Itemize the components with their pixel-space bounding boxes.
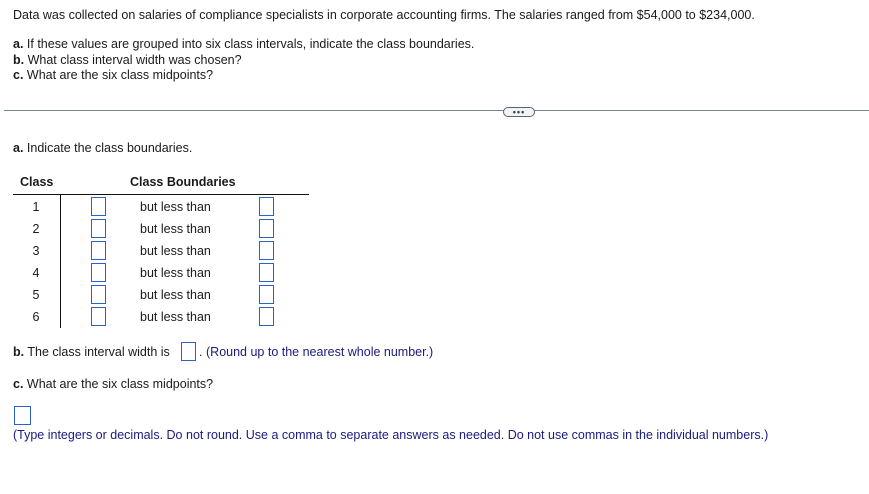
ellipsis-icon: ••• [512, 107, 526, 117]
problem-part-c [13, 68, 213, 82]
part-label: b. [13, 53, 25, 67]
lower-boundary-input[interactable] [91, 219, 106, 238]
part-text: What are the six class midpoints? [23, 377, 214, 391]
table-column-rule [60, 195, 61, 328]
expand-more-button[interactable] [503, 107, 535, 117]
lower-boundary-input[interactable] [91, 285, 106, 304]
connector-text: but less than [140, 310, 211, 324]
class-number: 5 [32, 288, 40, 302]
class-number: 2 [32, 222, 40, 236]
part-text: If these values are grouped into six class intervals, indicate the class boundaries. [23, 37, 475, 51]
upper-boundary-input[interactable] [259, 285, 274, 304]
part-text: The class interval width is [24, 345, 170, 359]
class-number: 4 [32, 266, 40, 280]
upper-boundary-input[interactable] [259, 263, 274, 282]
part-label: a. [13, 37, 24, 51]
part-a-prompt [13, 141, 192, 155]
upper-boundary-input[interactable] [259, 219, 274, 238]
class-number: 6 [32, 310, 40, 324]
lower-boundary-input[interactable] [91, 241, 106, 260]
column-header-class-boundaries: Class Boundaries [130, 175, 236, 189]
part-c-hint: (Type integers or decimals. Do not round. Use a comma to separate answers as needed. Do not use commas in the individual numbers.) [13, 428, 769, 442]
part-label: c. [13, 377, 24, 391]
upper-boundary-input[interactable] [259, 241, 274, 260]
connector-text: but less than [140, 200, 211, 214]
problem-part-a [13, 37, 474, 51]
part-c-prompt [13, 377, 213, 391]
part-b-period: . [199, 345, 203, 359]
connector-text: but less than [140, 244, 211, 258]
part-label: b. [13, 345, 25, 359]
column-header-class: Class [20, 175, 54, 189]
problem-part-b [13, 53, 242, 67]
connector-text: but less than [140, 222, 211, 236]
part-text: What class interval width was chosen? [24, 53, 242, 67]
problem-intro: Data was collected on salaries of compliance specialists in corporate accounting firms. The salaries ranged from $54,000 to $234,000. [13, 8, 755, 22]
lower-boundary-input[interactable] [91, 307, 106, 326]
part-label: c. [13, 68, 24, 82]
part-text: What are the six class midpoints? [23, 68, 214, 82]
part-text: Indicate the class boundaries. [23, 141, 193, 155]
table-header-rule [13, 194, 309, 195]
class-number: 1 [32, 200, 40, 214]
section-divider [4, 110, 869, 111]
lower-boundary-input[interactable] [91, 263, 106, 282]
upper-boundary-input[interactable] [259, 307, 274, 326]
midpoints-input[interactable] [14, 406, 31, 425]
connector-text: but less than [140, 288, 211, 302]
upper-boundary-input[interactable] [259, 197, 274, 216]
class-number: 3 [32, 244, 40, 258]
connector-text: but less than [140, 266, 211, 280]
part-b-prompt [13, 345, 170, 359]
interval-width-input[interactable] [181, 342, 196, 361]
lower-boundary-input[interactable] [91, 197, 106, 216]
part-b-hint: (Round up to the nearest whole number.) [206, 345, 434, 359]
part-label: a. [13, 141, 24, 155]
